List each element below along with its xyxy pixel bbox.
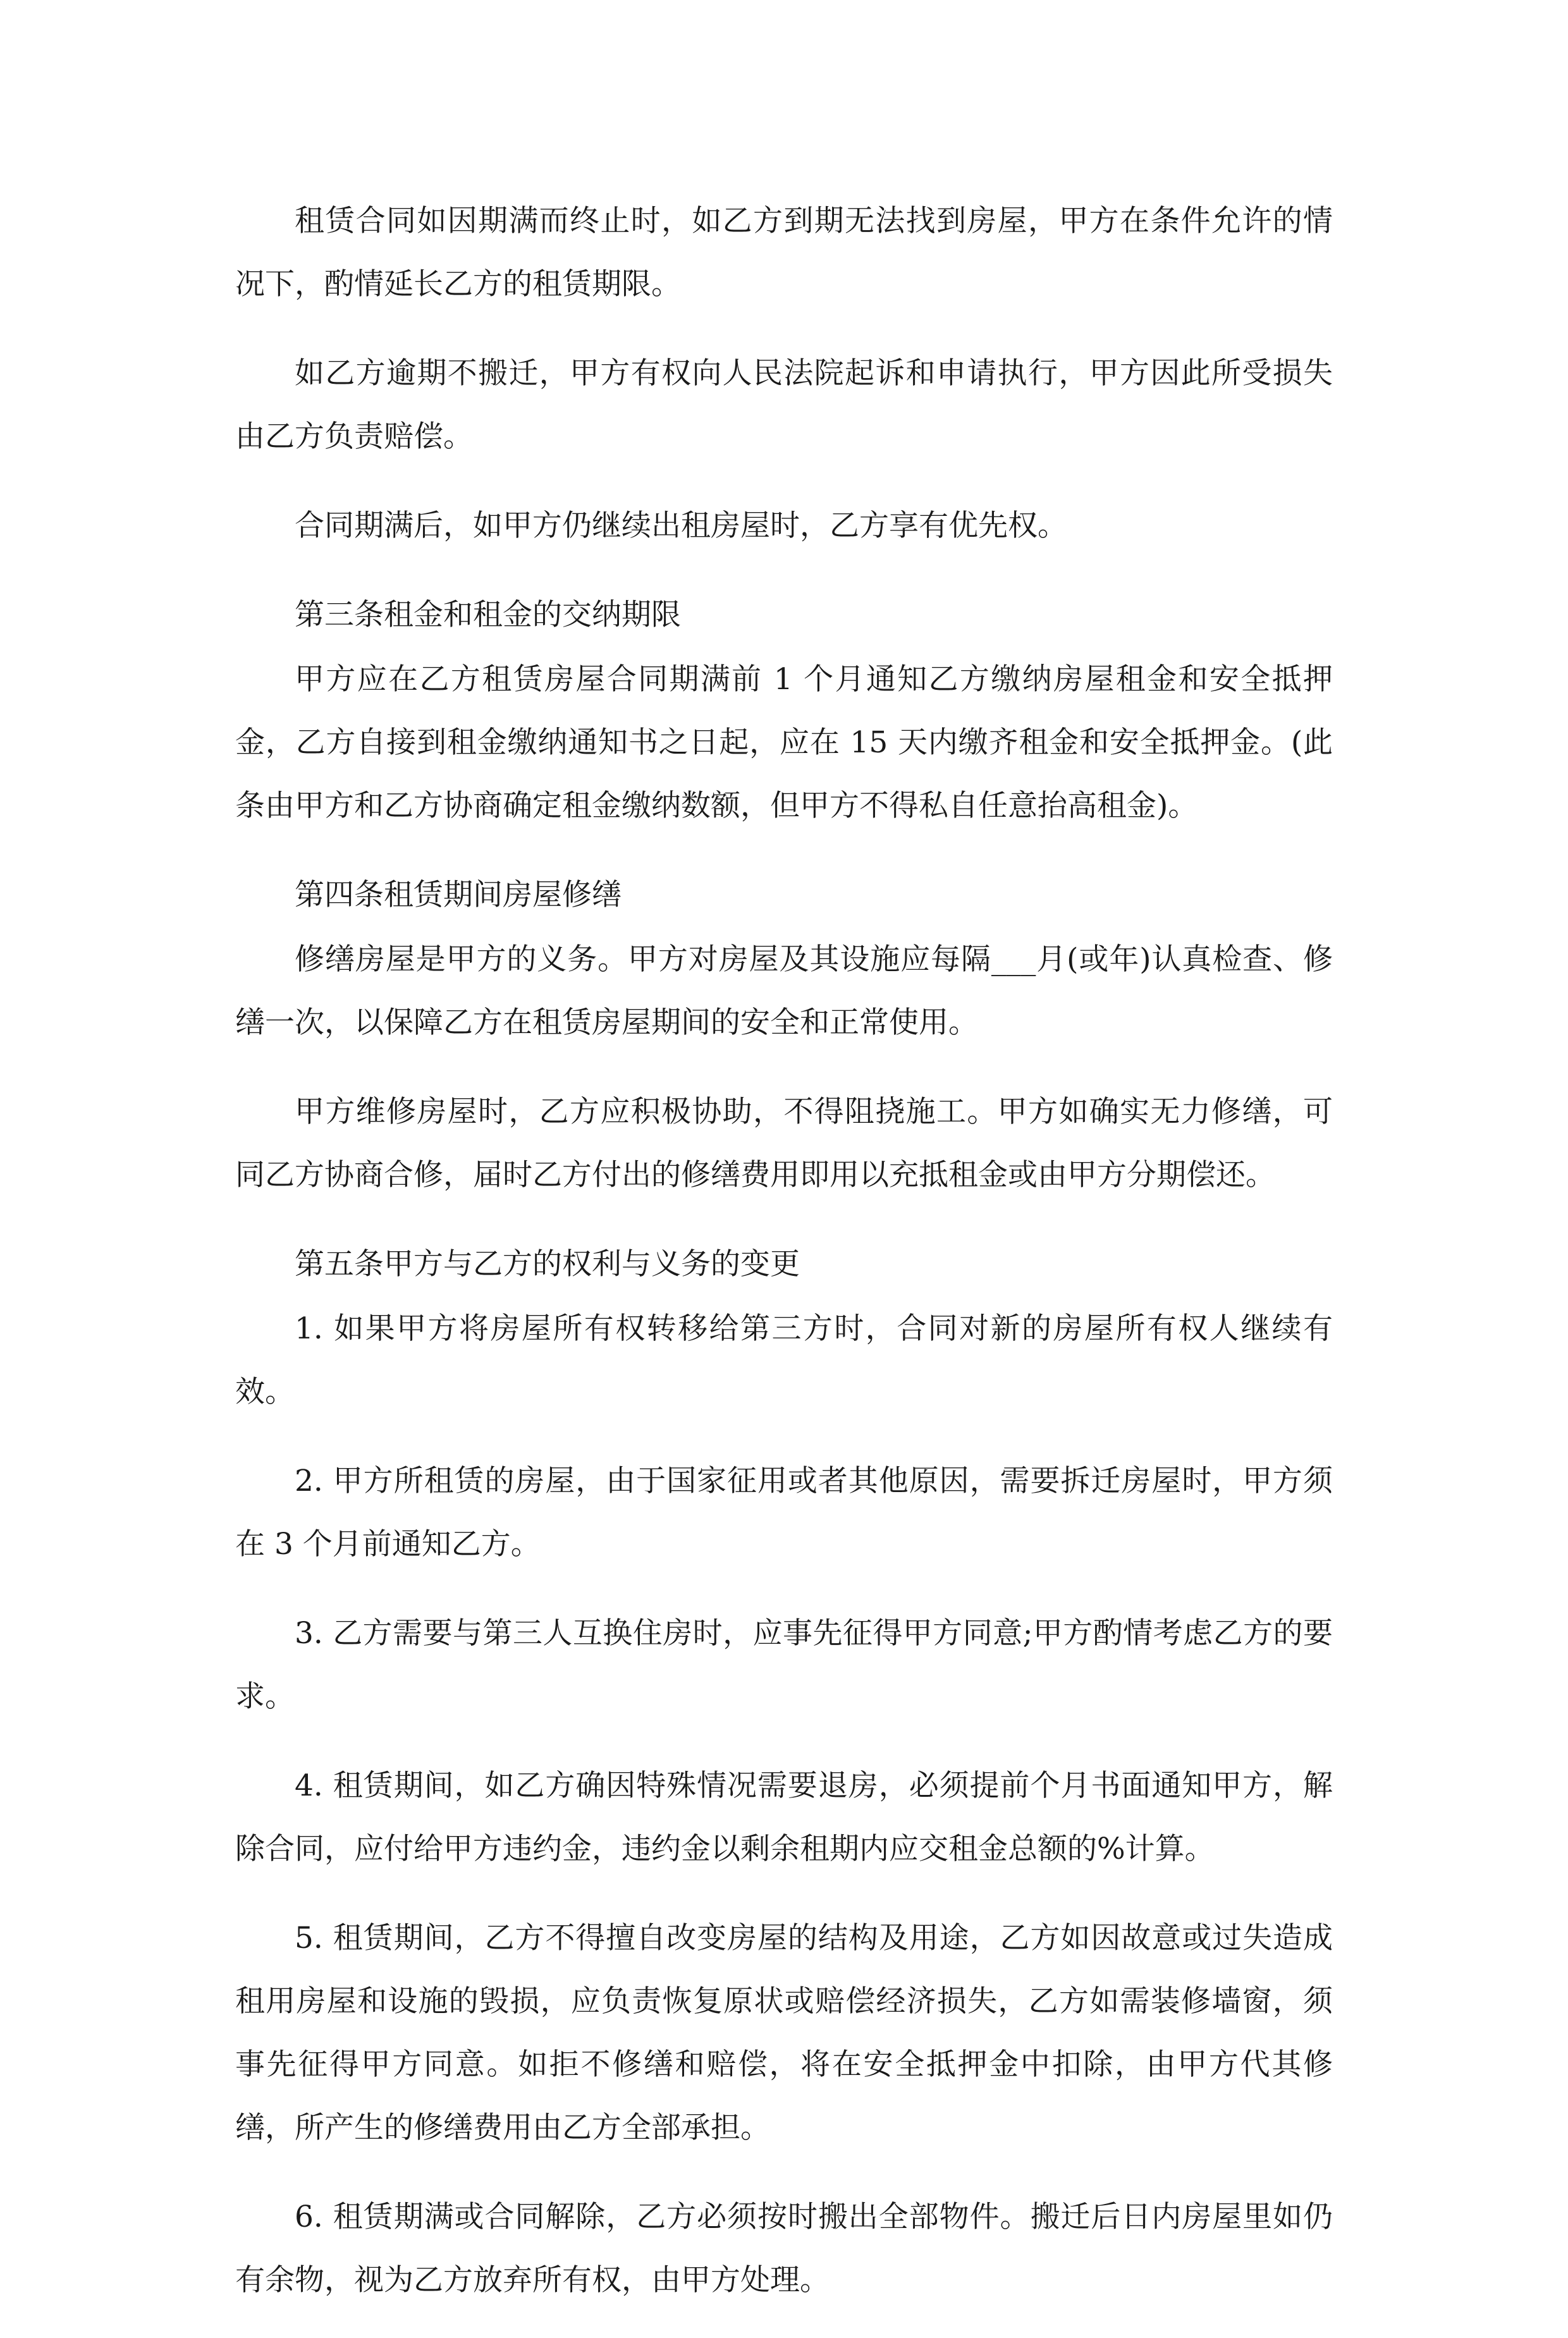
paragraph-repair-duty: 修缮房屋是甲方的义务。甲方对房屋及其设施应每隔___月(或年)认真检查、修缮一次，以保障乙方在租赁房屋期间的安全和正常使用。	[235, 942, 1333, 1040]
list-item-6: 6. 租赁期满或合同解除，乙方必须按时搬出全部物件。搬迁后日内房屋里如仍有余物，视为乙方放弃所有权，由甲方处理。	[235, 2200, 1333, 2298]
article-5-heading: 第五条甲方与乙方的权利与义务的变更	[295, 1247, 800, 1282]
paragraph-contract-expiry-extension: 租赁合同如因期满而终止时，如乙方到期无法找到房屋，甲方在条件允许的情况下，酌情延长乙方的租赁期限。	[235, 204, 1333, 302]
list-item-4: 4. 租赁期间，如乙方确因特殊情况需要退房，必须提前个月书面通知甲方，解除合同，应付给甲方违约金，违约金以剩余租期内应交租金总额的%计算。	[235, 1768, 1333, 1866]
paragraph-repair-cooperation: 甲方维修房屋时，乙方应积极协助，不得阻挠施工。甲方如确实无力修缮，可同乙方协商合修，届时乙方付出的修缮费用即用以充抵租金或由甲方分期偿还。	[235, 1094, 1333, 1192]
article-3-heading: 第三条租金和租金的交纳期限	[295, 597, 681, 632]
article-4-heading: 第四条租赁期间房屋修缮	[295, 878, 622, 912]
list-item-5: 5. 租赁期间，乙方不得擅自改变房屋的结构及用途，乙方如因故意或过失造成租用房屋和设施的毁损，应负责恢复原状或赔偿经济损失，乙方如需装修墙窗，须事先征得甲方同意。如拒不修缮和赔偿，将在安全抵押金中扣除，由甲方代其修缮，所产生的修缮费用由乙方全部承担。	[235, 1921, 1333, 2145]
list-item-2: 2. 甲方所租赁的房屋，由于国家征用或者其他原因，需要拆迁房屋时，甲方须在 3 个月前通知乙方。	[235, 1464, 1333, 1562]
paragraph-priority-right: 合同期满后，如甲方仍继续出租房屋时，乙方享有优先权。	[295, 508, 1067, 543]
paragraph-overdue-relocation: 如乙方逾期不搬迁，甲方有权向人民法院起诉和申请执行，甲方因此所受损失由乙方负责赔偿。	[235, 356, 1333, 454]
list-item-3: 3. 乙方需要与第三人互换住房时，应事先征得甲方同意;甲方酌情考虑乙方的要求。	[235, 1616, 1333, 1714]
document-body	[235, 190, 1333, 2338]
paragraph-rent-payment: 甲方应在乙方租赁房屋合同期满前 1 个月通知乙方缴纳房屋租金和安全抵押金，乙方自接到租金缴纳通知书之日起，应在 15 天内缴齐租金和安全抵押金。(此条由甲方和乙方协商确定租金缴纳数额，但甲方不得私自任意抬高租金)。	[235, 662, 1333, 823]
list-item-1: 1. 如果甲方将房屋所有权转移给第三方时，合同对新的房屋所有权人继续有效。	[235, 1311, 1333, 1409]
